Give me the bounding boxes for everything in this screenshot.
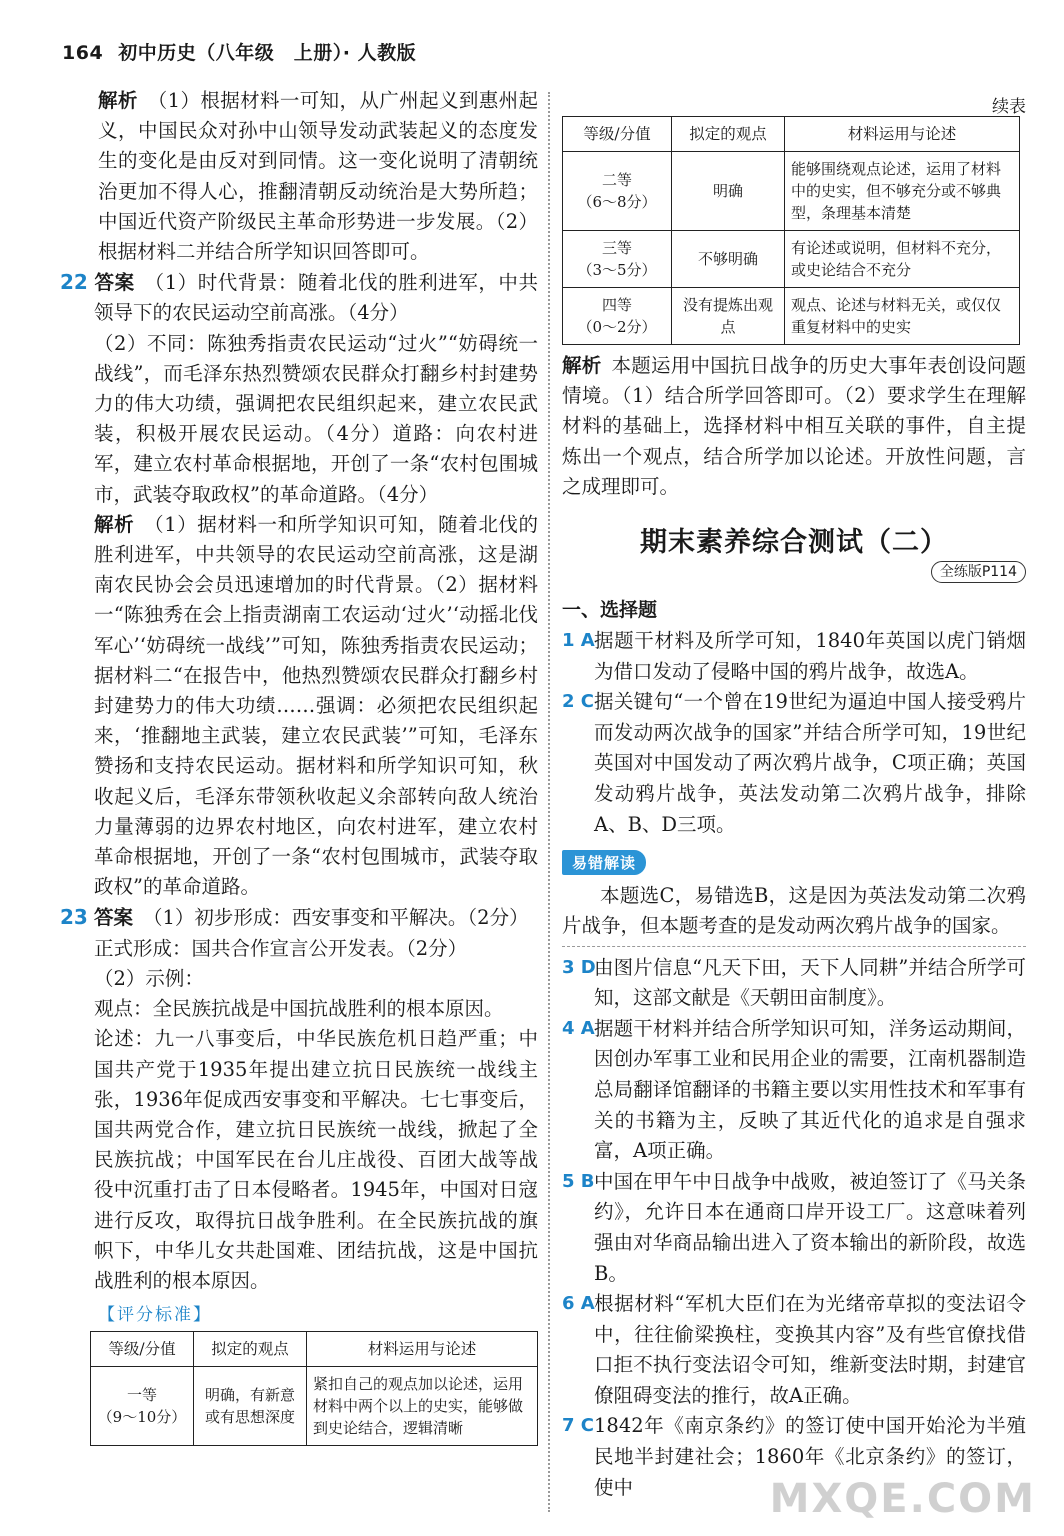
answer-number: 4 A <box>562 1017 595 1039</box>
level-cell: 二等 （6～8分） <box>563 152 672 231</box>
q23-explanation: 解析 本题运用中国抗日战争的历史大事年表创设问题情境。（1）结合所学回答即可。（2）要求学生在理解材料的基础上，选择材料中相互关联的事件，自主提炼出一个观点，结合所学加以论述。开放性问题，言之成理即可。 <box>562 354 1026 498</box>
analysis-label: 解析 <box>98 89 138 112</box>
view-cell: 明确 <box>672 152 785 231</box>
watermark: MXQE.COM <box>769 1476 1036 1522</box>
error-text: 本题选C，易错选B，这是因为英法发动第二次鸦片战争，但本题考查的是发动两次鸦片战争的国家。 <box>562 884 1026 938</box>
book-title: 初中历史（八年级 上册）· 人教版 <box>118 42 417 64</box>
table-header: 等级/分值 <box>563 117 672 152</box>
mc-answer-4: 4 A 据题干材料并结合所学知识可知，洋务运动期间，因创办军事工业和民用企业的需要，江南机器制造总局翻译馆翻译的书籍主要以实用性技术和军事有关的书籍为主，反映了其近代化的追求是自强求富，A项正确。 <box>562 1014 1026 1167</box>
page-number: 164 <box>62 42 104 64</box>
level-cell: 一等 （9～10分） <box>91 1367 194 1446</box>
answer-number: 5 B <box>562 1170 595 1192</box>
continued-label: 续表 <box>992 97 1026 117</box>
mc-answer-2: 2 C 据关键句“一个曾在19世纪为逼迫中国人接受鸦片而发动两次战争的国家”并结合所学可知，19世纪英国对中国发动了两次鸦片战争，C项正确；英国发动鸦片战争，英法发动第二次鸦片战争，排除A、B、D三项。 <box>562 687 1026 840</box>
q22-analysis: 解析 （1）据材料一和所学知识可知，随着北伐的胜利进军，中共领导的农民运动空前高涨，这是湖南农民协会会员迅速增加的时代背景。（2）据材料一“陈独秀在会上指责湖南工农运动‘过火’‘动摇北伐军心’‘妨碍统一战线’”可知，陈独秀指责农民运动；据材料二“在报告中，他热烈赞颂农民群众打翻乡村封建势力的伟大功绩……强调：必须把农民组织起来，‘推翻地主武装，建立农民武装’”可知，毛泽东赞扬和支持农民运动。据材料和所学知识可知，秋收起义后，毛泽东带领秋收起义余部转向敌人统治力量薄弱的边界农村地区，向农村进军，建立农村革命根据地，开创了一条“农村包围城市，武装夺取政权”的革命道路。 <box>94 512 538 899</box>
mc-answer-1: 1 A 据题干材料及所学可知，1840年英国以虎门销烟为借口发动了侵略中国的鸦片战争，故选A。 <box>562 626 1026 687</box>
error-tag: 易错解读 <box>562 850 646 875</box>
q22-answer-1: 22 答案 （1）时代背景：随着北伐的胜利进军，中共领导下的农民运动空前高涨。（4分） <box>94 267 538 328</box>
use-cell: 有论述或说明，但材料不充分，或史论结合不充分 <box>785 231 1020 288</box>
right-column <box>562 86 1026 1503</box>
q22-block <box>60 267 538 902</box>
answer-number: 2 C <box>562 691 595 713</box>
column-divider <box>548 92 550 1512</box>
answer-label: 答案 <box>94 906 134 930</box>
table-header: 材料运用与论述 <box>307 1332 538 1367</box>
q21-analysis: 解析 （1）根据材料一可知，从广州起义到惠州起义，中国民众对孙中山领导发动武装起义的态度发生的变化是由反对到同情。这一变化说明了清朝统治更加不得人心，推翻清朝反动统治是大势所趋；中国近代资产阶级民主革命形势进一步发展。（2）根据材料二并结合所学知识回答即可。 <box>98 89 538 264</box>
mc-answer-7: 7 C 1842年《南京条约》的签订使中国开始沦为半殖民地半封建社会；1860年《北京条约》的签订，使中 <box>562 1411 1026 1503</box>
table-header-row <box>91 1332 538 1367</box>
scoring-table-continued <box>562 116 1020 345</box>
analysis-label: 解析 <box>562 354 602 377</box>
table-row <box>563 152 1020 231</box>
q23-block <box>60 902 538 1296</box>
table-header: 拟定的观点 <box>194 1332 307 1367</box>
answer-number: 1 A <box>562 630 595 652</box>
table-row <box>563 288 1020 345</box>
use-cell: 紧扣自己的观点加以论述，运用材料中两个以上的史实，能够做到史论结合，逻辑清晰 <box>307 1367 538 1446</box>
answer-number: 7 C <box>562 1415 595 1437</box>
view-cell: 没有提炼出观点 <box>672 288 785 345</box>
q23-argument: 论述：九一八事变后，中华民族危机日趋严重；中国共产党于1935年提出建立抗日民族统一战线主张，1936年促成西安事变和平解决。七七事变后，国共两党合作，建立抗日民族统一战线，掀起了全民族抗战；中国军民在台儿庄战役、百团大战等战役中沉重打击了日本侵略者。1945年，中国对日寇进行反攻，取得抗日战争胜利。在全民族抗战的旗帜下，中华儿女共赴国难、团结抗战，这是中国抗战胜利的根本原因。 <box>94 1027 538 1292</box>
table-row <box>563 231 1020 288</box>
ref-row <box>562 563 1026 585</box>
reference-badge: 全练版P114 <box>931 561 1026 583</box>
mc-answer-5: 5 B 中国在甲午中日战争中战败，被迫签订了《马关条约》，允许日本在通商口岸开设工厂。这意味着列强由对华商品输出进入了资本输出的新阶段，故选B。 <box>562 1167 1026 1289</box>
analysis-label: 解析 <box>94 512 135 536</box>
scoring-table <box>90 1331 538 1446</box>
section-heading: 一、选择题 <box>562 599 658 622</box>
view-cell: 明确，有新意或有思想深度 <box>194 1367 307 1446</box>
use-cell: 观点、论述与材料无关，或仅仅重复材料中的史实 <box>785 288 1020 345</box>
level-cell: 四等 （0～2分） <box>563 288 672 345</box>
q22-answer-2: （2）不同：陈独秀指责农民运动“过火”“妨碍统一战线”，而毛泽东热烈赞颂农民群众打翻乡村封建势力的伟大功绩，强调把农民组织起来，建立农民武装，积极开展农民运动。（4分）道路：向农村进军，建立农村革命根据地，开创了一条“农村包围城市，武装夺取政权”的革命道路。（4分） <box>94 331 538 506</box>
mc-answer-6: 6 A 根据材料“军机大臣们在为光绪帝草拟的变法诏令中，往往偷梁换柱，变换其内容”及有些官僚找借口拒不执行变法诏令可知，维新变法时期，封建官僚阻碍变法的推行，故A正确。 <box>562 1289 1026 1411</box>
left-column <box>60 86 538 1446</box>
mc-answer-3: 3 D 由图片信息“凡天下田，天下人同耕”并结合所学可知，这部文献是《天朝田亩制度》。 <box>562 953 1026 1014</box>
table-header: 等级/分值 <box>91 1332 194 1367</box>
answer-number: 6 A <box>562 1293 595 1315</box>
q23-answer-1: 23 答案 （1）初步形成：西安事变和平解决。（2分） <box>94 902 538 933</box>
scoring-standard-tag: 【评分标准】 <box>98 1305 212 1326</box>
q23-answer-1b: 正式形成：国共合作宣言公开发表。（2分） <box>94 936 468 960</box>
answer-number: 3 D <box>562 956 596 978</box>
table-row <box>91 1367 538 1446</box>
table-header: 材料运用与论述 <box>785 117 1020 152</box>
answer-label: 答案 <box>94 271 135 295</box>
q23-number: 23 <box>60 905 88 930</box>
level-cell: 三等 （3～5分） <box>563 231 672 288</box>
page-header <box>62 38 416 65</box>
error-note <box>562 840 1026 946</box>
table-header: 拟定的观点 <box>672 117 785 152</box>
q22-number: 22 <box>60 270 88 295</box>
use-cell: 能够围绕观点论述，运用了材料中的史实，但不够充分或不够典型，条理基本清楚 <box>785 152 1020 231</box>
q23-answer-2: （2）示例： <box>94 966 204 990</box>
view-cell: 不够明确 <box>672 231 785 288</box>
q23-view: 观点：全民族抗战是中国抗战胜利的根本原因。 <box>94 997 504 1021</box>
table-header-row <box>563 117 1020 152</box>
test-title: 期末素养综合测试（二） <box>640 527 948 559</box>
